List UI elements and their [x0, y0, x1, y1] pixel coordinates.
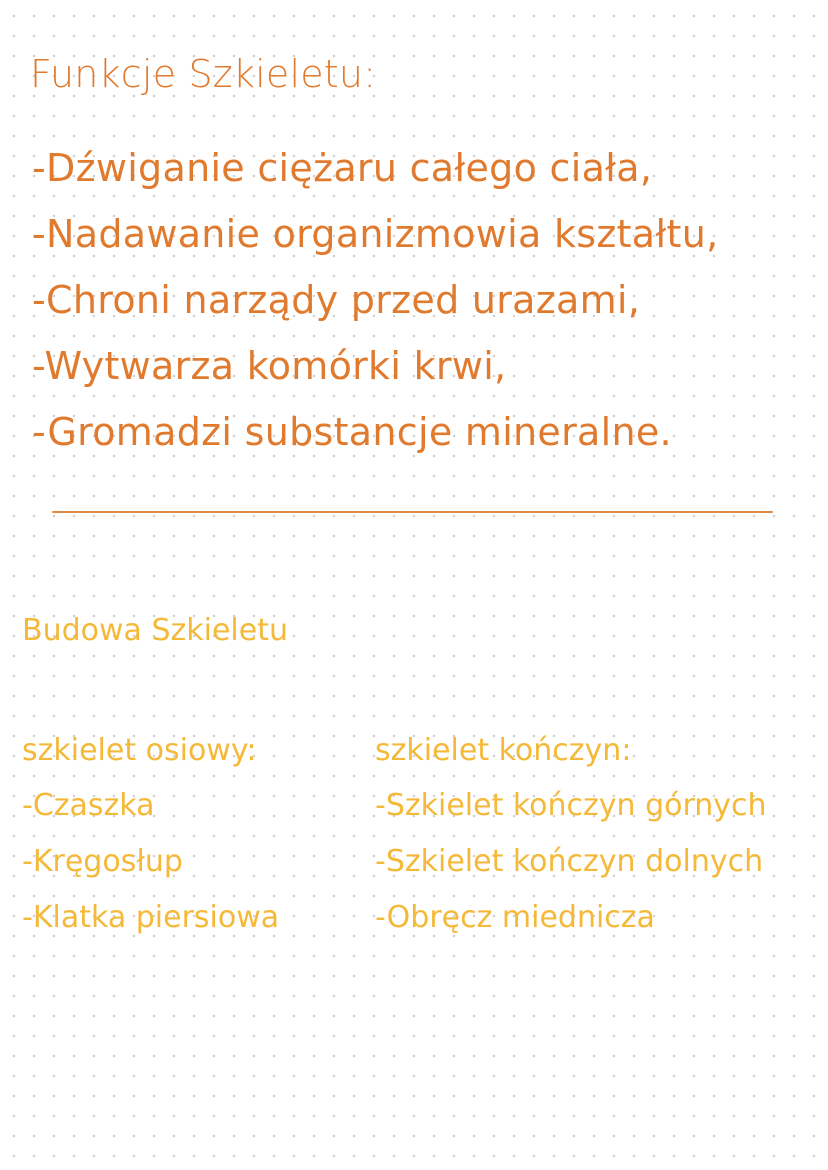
limb-item-pelvic: -Obręcz miednicza — [375, 900, 655, 935]
axial-item-ribcage: -Klatka piersiowa — [22, 900, 280, 935]
function-item-blood-cells: -Wytwarza komórki krwi, — [32, 344, 507, 388]
function-item-protection: -Chroni narządy przed urazami, — [32, 278, 641, 322]
functions-list — [32, 135, 718, 465]
limb-skeleton-heading: szkielet kończyn: — [375, 733, 632, 768]
function-item-shape: -Nadawanie organizmowia kształtu, — [32, 212, 719, 256]
section-title: Budowa Szkieletu — [22, 613, 288, 648]
axial-item-skull: -Czaszka — [22, 788, 155, 823]
limb-item-upper: -Szkielet kończyn górnych — [375, 788, 767, 823]
limb-item-lower: -Szkielet kończyn dolnych — [375, 844, 764, 879]
axial-skeleton-heading: szkielet osiowy: — [22, 733, 257, 768]
axial-skeleton-list — [22, 778, 279, 946]
function-item-minerals: -Gromadzi substancje mineralne. — [32, 410, 672, 454]
axial-item-spine: -Kręgosłup — [22, 844, 183, 879]
section-divider — [52, 511, 773, 513]
limb-skeleton-list — [375, 778, 767, 946]
function-item-support: -Dźwiganie ciężaru całego ciała, — [32, 146, 653, 190]
limb-skeleton-column — [375, 724, 767, 946]
axial-skeleton-column — [22, 724, 279, 946]
page-title: Funkcje Szkieletu: — [30, 52, 377, 96]
